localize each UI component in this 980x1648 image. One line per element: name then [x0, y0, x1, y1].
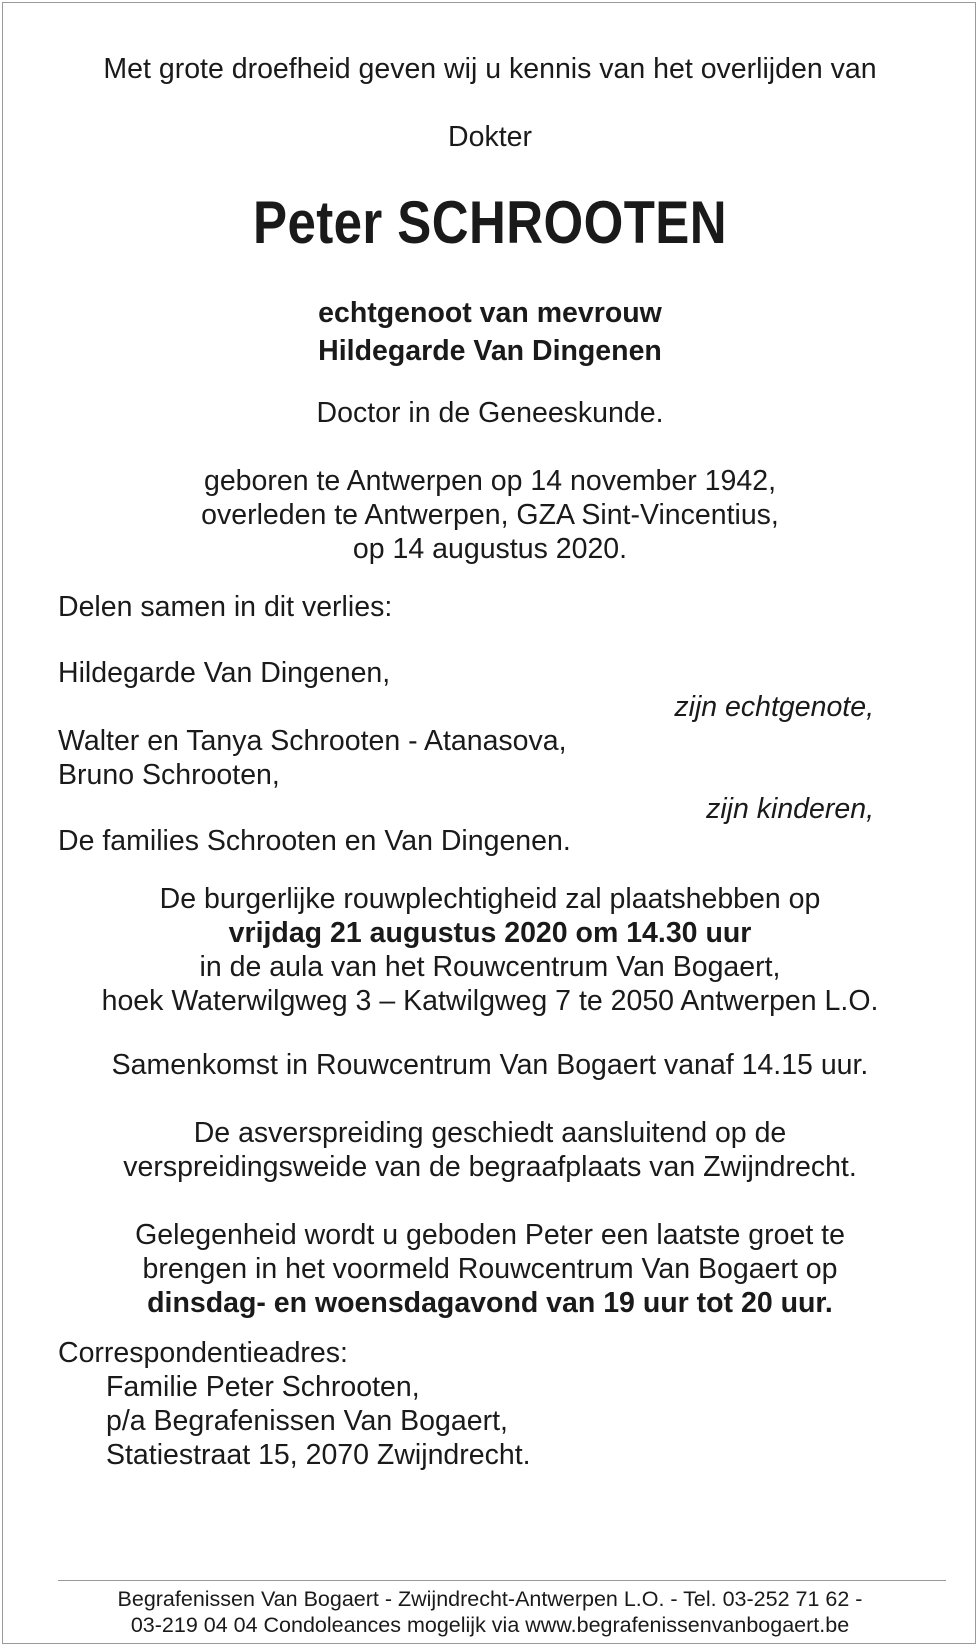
intro-text: Met grote droefheid geven wij u kennis van het overlijden van [103, 53, 877, 85]
profession-text: Doctor in de Geneeskunde. [316, 397, 664, 429]
footer-divider [58, 1580, 946, 1581]
footer-line-2: 03-219 04 04 Condoleances mogelijk via www.begrafenissenvanbogaert.be [130, 1613, 850, 1637]
death-line: overleden te Antwerpen, GZA Sint-Vincentius, [201, 499, 779, 531]
ceremony-address: hoek Waterwilgweg 3 – Katwilgweg 7 te 2050 Antwerpen L.O. [101, 985, 879, 1017]
mourner-child-2: Bruno Schrooten, [58, 759, 280, 791]
correspondence-heading: Correspondentieadres: [58, 1337, 348, 1369]
spouse-line-1: echtgenoot van mevrouw [318, 297, 662, 329]
spouse-line-2: Hildegarde Van Dingenen [318, 335, 662, 367]
ashes-line-1: De asverspreiding geschiedt aansluitend op de [193, 1117, 787, 1149]
mourner-child-1: Walter en Tanya Schrooten - Atanasova, [58, 725, 567, 757]
mourner-children-role: zijn kinderen, [706, 793, 874, 825]
mourners-heading: Delen samen in dit verlies: [58, 591, 393, 623]
ceremony-line-1: De burgerlijke rouwplechtigheid zal plaatshebben op [159, 883, 821, 915]
mourner-spouse-role: zijn echtgenote, [674, 691, 874, 723]
ashes-line-2: verspreidingsweide van de begraafplaats van Zwijndrecht. [123, 1151, 857, 1183]
correspondence-line-3: Statiestraat 15, 2070 Zwijndrecht. [106, 1439, 531, 1471]
gathering-text: Samenkomst in Rouwcentrum Van Bogaert vanaf 14.15 uur. [111, 1049, 869, 1081]
correspondence-line-1: Familie Peter Schrooten, [106, 1371, 420, 1403]
mourner-families: De families Schrooten en Van Dingenen. [58, 825, 571, 857]
visit-line-1: Gelegenheid wordt u geboden Peter een laatste groet te [135, 1219, 845, 1251]
mourner-spouse: Hildegarde Van Dingenen, [58, 657, 391, 689]
deceased-name: Peter SCHROOTEN [253, 189, 727, 256]
death-date-line: op 14 augustus 2020. [352, 533, 628, 565]
visit-times: dinsdag- en woensdagavond van 19 uur tot 20 uur. [147, 1287, 833, 1319]
correspondence-line-2: p/a Begrafenissen Van Bogaert, [106, 1405, 508, 1437]
birth-line: geboren te Antwerpen op 14 november 1942, [203, 465, 776, 497]
footer-line-1: Begrafenissen Van Bogaert - Zwijndrecht-Antwerpen L.O. - Tel. 03-252 71 62 - [117, 1587, 863, 1611]
ceremony-line-3: in de aula van het Rouwcentrum Van Bogaert, [199, 951, 781, 983]
title-text: Dokter [448, 121, 532, 153]
ceremony-date: vrijdag 21 augustus 2020 om 14.30 uur [228, 917, 752, 949]
visit-line-2: brengen in het voormeld Rouwcentrum Van Bogaert op [142, 1253, 838, 1285]
